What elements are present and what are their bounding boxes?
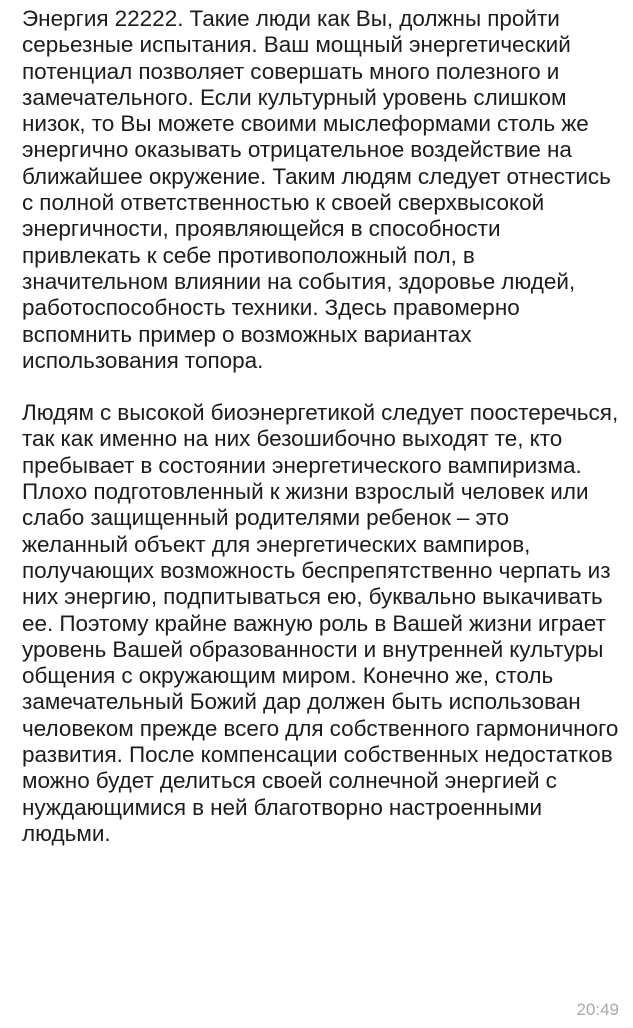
message-paragraph-2: Людям с высокой биоэнергетикой следует поостеречься, так как именно на них безошибочно выходят те, кто пребывает в состоянии энергетического вампиризма. Плохо подготовленный к жизни взрослый человек или слабо защищенный родителями ребенок – это желанный объект для энергетических вампиров, получающих возможность беспрепятственно черпать из них энергию, подпитываться ею, буквально выкачивать ее. Поэтому крайне важную роль в Вашей жизни играет уровень Вашей образованности и внутренней культуры общения с окружающим миром. Конечно же, столь замечательный Божий дар должен быть использован человеком прежде всего для собственного гармоничного развития. После компенсации собственных недостатков можно будет делиться своей солнечной энергией с нуждающимися в ней благотворно настроенными людьми. (22, 400, 619, 846)
message-timestamp: 20:49 (576, 1000, 619, 1019)
message-paragraph-1: Энергия 22222. Такие люди как Вы, должны пройти серьезные испытания. Ваш мощный энергетический потенциал позволяет совершать много полезного и замечательного. Если культурный уровень слишком низок, то Вы можете своими мыслеформами столь же энергично оказывать отрицательное воздействие на ближайшее окружение. Таким людям следует отнестись с полной ответственностью к своей сверхвысокой энергичности, проявляющейся в способности привлекать к себе противоположный пол, в значительном влиянии на события, здоровье людей, работоспособность техники. Здесь правомерно вспомнить пример о возможных вариантах использования топора. (22, 6, 611, 373)
